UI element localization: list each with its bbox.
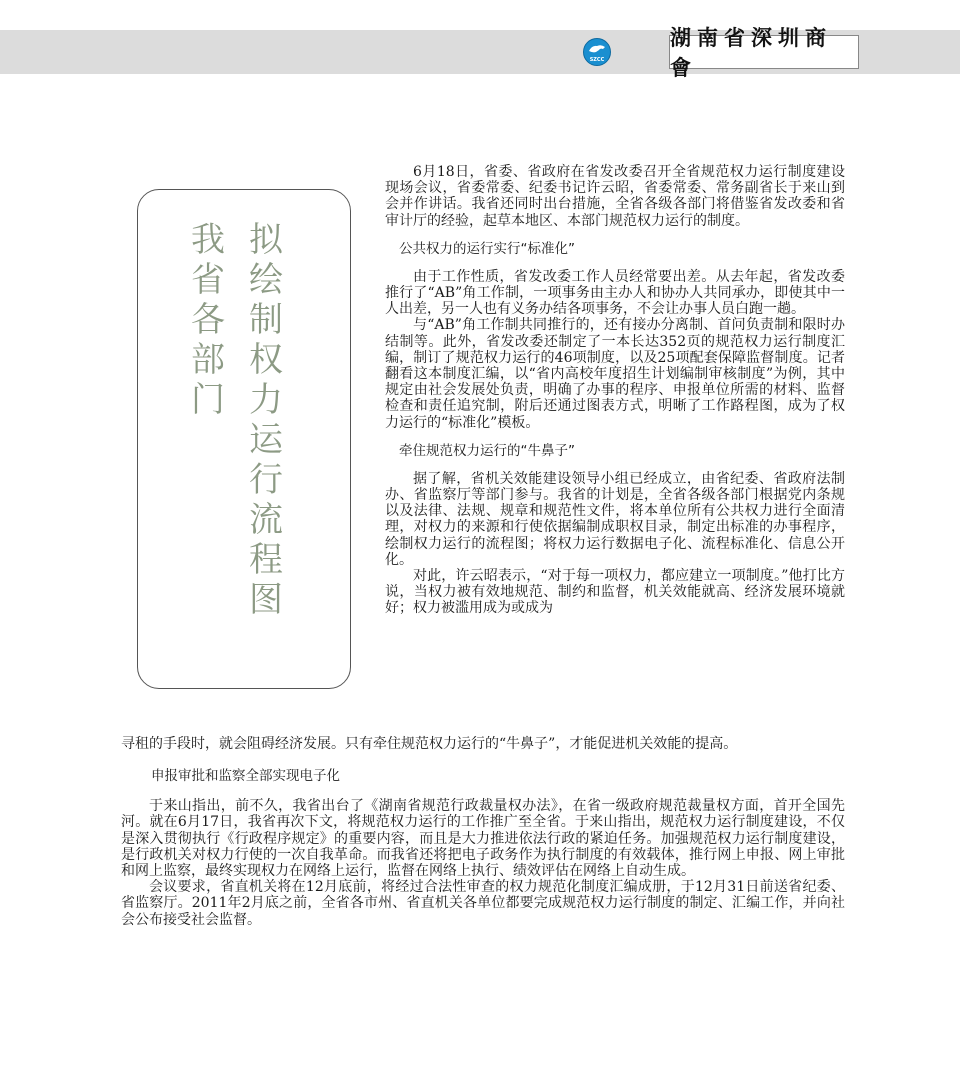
intro-paragraph: 6月18日，省委、省政府在省发改委召开全省规范权力运行制度建设现场会议，省委常委、纪委书记许云昭，省委常委、常务副省长于来山到会并作讲话。我省还同时出台措施，全省各级各部门将借鉴省发改委和省审计厅的经验，起草本地区、本部门规范权力运行的制度。	[385, 164, 845, 229]
section-heading-standardization: 公共权力的运行实行“标准化”	[399, 240, 575, 257]
section3-paragraph-1: 于来山指出，前不久，我省出台了《湖南省规范行政裁量权办法》，在省一级政府规范裁量权方面，首开全国先河。就在6月17日，我省再次下文，将规范权力运行的工作推广至全省。于来山指出，规范权力运行制度建设，不仅是深入贯彻执行《行政程序规定》的重要内容，而且是大力推进依法行政的紧迫任务。加强规范权力运行制度建设，是行政机关对权力行使的一次自我革命。而我省还将把电子政务作为执行制度的有效载体，推行网上申报、网上审批和网上监察，最终实现权力在网络上运行，监督在网络上执行、绩效评估在网络上自动生成。	[121, 798, 845, 880]
logo-text: SZCC	[589, 57, 605, 63]
bull-icon	[588, 42, 606, 56]
section2-paragraph-2b: 寻租的手段时，就会阻碍经济发展。只有牵住规范权力运行的“牛鼻子”，才能促进机关效能的提高。	[121, 736, 738, 752]
szcc-logo	[583, 38, 611, 66]
right-column	[385, 164, 845, 617]
section1-paragraph-2: 与“AB”角工作制共同推行的，还有接办分离制、首问负责制和限时办结制等。此外，省发改委还制定了一本长达352页的规范权力运行制度汇编，制订了规范权力运行的46项制度，以及25项配套保障监督制度。记者翻看这本制度汇编，以“省内高校年度招生计划编制审核制度”为例，其中规定由社会发展处负责，明确了办事的程序、申报单位所需的材料、监督检查和责任追究制，附后还通过图表方式，明晰了工作路程图，成为了权力运行的“标准化”模板。	[385, 317, 845, 431]
section3-paragraph-2: 会议要求，省直机关将在12月底前，将经过合法性审查的权力规范化制度汇编成册，于12月31日前送省纪委、省监察厅。2011年2月底之前，全省各市州、省直机关各单位都要完成规范权力运行制度的制定、汇编工作，并向社会公布接受社会监督。	[121, 879, 845, 928]
section-heading-electronic: 申报审批和监察全部实现电子化	[151, 768, 340, 785]
title-box	[137, 189, 351, 689]
section2-paragraph-1: 据了解，省机关效能建设领导小组已经成立，由省纪委、省政府法制办、省监察厅等部门参与。我省的计划是，全省各级各部门根据党内条规以及法律、法规、规章和规范性文件，将本单位所有公共权力进行全面清理，对权力的来源和行使依据编制成职权目录，制定出标准的办事程序，绘制权力运行的流程图；将权力运行数据电子化、流程标准化、信息公开化。	[385, 470, 845, 568]
section-heading-bull-nose: 牵住规范权力运行的“牛鼻子”	[399, 442, 575, 459]
article-title: 拟绘制权力运行流程图	[249, 220, 283, 620]
brand-name: 湖南省深圳商會	[669, 35, 859, 69]
full-width-column	[121, 736, 845, 928]
section1-paragraph-1: 由于工作性质，省发改委工作人员经常要出差。从去年起，省发改委推行了“AB”角工作制，一项事务由主办人和协办人共同承办，即使其中一人出差，另一人也有义务办结各项事务，不会让办事人员白跑一趟。	[385, 268, 845, 318]
article-subtitle: 我省各部门	[191, 220, 225, 420]
section2-paragraph-2a: 对此，许云昭表示，“对于每一项权力，都应建立一项制度。”他打比方说，当权力被有效地规范、制约和监督，机关效能就高、经济发展环境就好；权力被滥用成为或成为	[385, 568, 845, 617]
